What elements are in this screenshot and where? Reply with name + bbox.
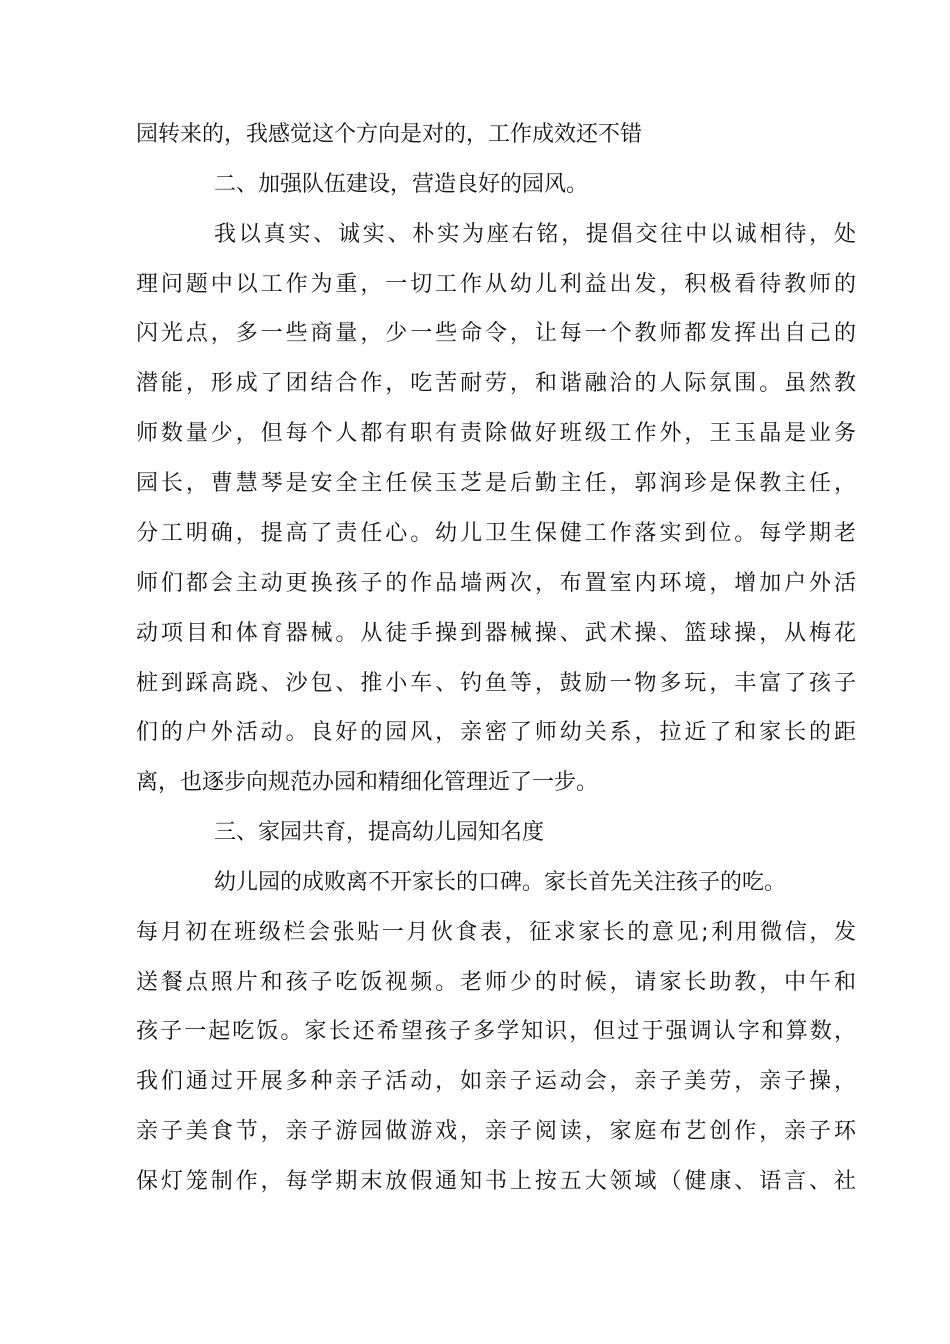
text-line: 我们通过开展多种亲子活动，如亲子运动会，亲子美劳，亲子操， xyxy=(136,1069,856,1094)
text-line: 园转来的，我感觉这个方向是对的，工作成效还不错 xyxy=(136,122,643,147)
text-line: 潜能，形成了团结合作，吃苦耐劳，和谐融洽的人际氛围。虽然教 xyxy=(136,371,856,396)
paragraph-first-line: 我以真实、诚实、朴实为座右铭，提倡交往中以诚相待，处 xyxy=(214,222,856,247)
text-line: 保灯笼制作，每学期末放假通知书上按五大领域（健康、语言、社 xyxy=(136,1169,856,1194)
text-line: 理问题中以工作为重，一切工作从幼儿利益出发，积极看待教师的 xyxy=(136,272,856,297)
text-line: 分工明确，提高了责任心。幼儿卫生保健工作落实到位。每学期老 xyxy=(136,521,856,546)
text-line: 离，也逐步向规范办园和精细化管理近了一步。 xyxy=(136,770,599,795)
text-line: 动项目和体育器械。从徒手操到器械操、武术操、篮球操，从梅花 xyxy=(136,621,856,646)
text-line: 每月初在班级栏会张贴一月伙食表，征求家长的意见;利用微信，发 xyxy=(136,920,856,945)
text-line: 师数量少，但每个人都有职有责除做好班级工作外，王玉晶是业务 xyxy=(136,421,856,446)
section-heading: 三、家园共育，提高幼儿园知名度 xyxy=(214,820,545,845)
text-line: 园长，曹慧琴是安全主任侯玉芝是后勤主任，郭润珍是保教主任， xyxy=(136,471,856,496)
text-line: 孩子一起吃饭。家长还希望孩子多学知识，但过于强调认字和算数， xyxy=(136,1019,856,1044)
text-line: 闪光点，多一些商量，少一些命令，让每一个教师都发挥出自己的 xyxy=(136,321,856,346)
text-line: 亲子美食节，亲子游园做游戏，亲子阅读，家庭布艺创作，亲子环 xyxy=(136,1119,856,1144)
text-line: 送餐点照片和孩子吃饭视频。老师少的时候，请家长助教，中午和 xyxy=(136,970,856,995)
paragraph-first-line: 幼儿园的成败离不开家长的口碑。家长首先关注孩子的吃。 xyxy=(214,870,787,895)
text-line: 桩到踩高跷、沙包、推小车、钓鱼等，鼓励一物多玩，丰富了孩子 xyxy=(136,671,856,696)
text-line: 们的户外活动。良好的园风，亲密了师幼关系，拉近了和家长的距 xyxy=(136,720,856,745)
text-line: 师们都会主动更换孩子的作品墙两次，布置室内环境，增加户外活 xyxy=(136,571,856,596)
section-heading: 二、加强队伍建设，营造良好的园风。 xyxy=(214,172,589,197)
